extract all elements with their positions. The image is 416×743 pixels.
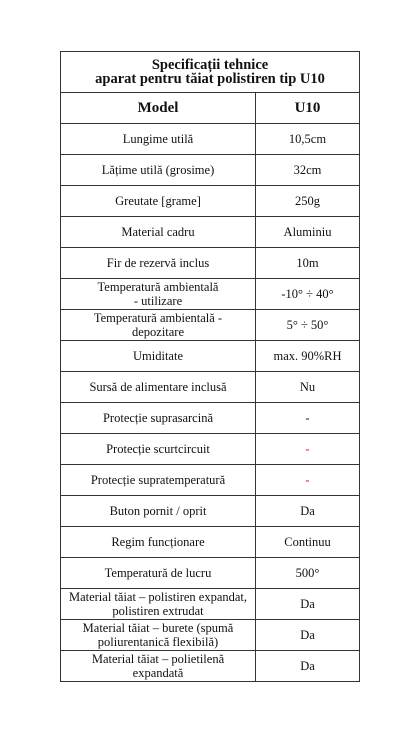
table-row bbox=[61, 372, 360, 403]
param-line1: Material tăiat – burete (spumă bbox=[82, 621, 234, 635]
value-cell: - bbox=[256, 403, 360, 434]
model-header-label: Model bbox=[61, 93, 256, 124]
param-cell bbox=[61, 310, 256, 341]
param-line1: Material tăiat – polietilenă bbox=[91, 652, 225, 666]
table-title-line2: aparat pentru tăiat polistiren tip U10 bbox=[95, 71, 325, 87]
value-cell: Da bbox=[256, 496, 360, 527]
value-cell: 10m bbox=[256, 248, 360, 279]
param-cell: Buton pornit / oprit bbox=[61, 496, 256, 527]
param-cell: Protecție supratemperatură bbox=[61, 465, 256, 496]
value-cell: Aluminiu bbox=[256, 217, 360, 248]
param-cell: Temperatură de lucru bbox=[61, 558, 256, 589]
table-row bbox=[61, 403, 360, 434]
table-row bbox=[61, 124, 360, 155]
table-row bbox=[61, 558, 360, 589]
value-cell: Nu bbox=[256, 372, 360, 403]
table-row bbox=[61, 341, 360, 372]
param-cell: Regim funcționare bbox=[61, 527, 256, 558]
value-cell: Continuu bbox=[256, 527, 360, 558]
param-cell: Protecție scurtcircuit bbox=[61, 434, 256, 465]
param-cell bbox=[61, 651, 256, 682]
table-row bbox=[61, 589, 360, 620]
table-row bbox=[61, 248, 360, 279]
table-row bbox=[61, 279, 360, 310]
table-row bbox=[61, 310, 360, 341]
value-cell: 10,5cm bbox=[256, 124, 360, 155]
param-cell: Greutate [grame] bbox=[61, 186, 256, 217]
param-cell: Umiditate bbox=[61, 341, 256, 372]
param-cell: Material cadru bbox=[61, 217, 256, 248]
table-row bbox=[61, 651, 360, 682]
param-line2: polistiren extrudat bbox=[112, 604, 204, 618]
param-cell bbox=[61, 279, 256, 310]
table-title bbox=[61, 52, 360, 93]
table-row bbox=[61, 155, 360, 186]
value-cell: max. 90%RH bbox=[256, 341, 360, 372]
param-cell: Lungime utilă bbox=[61, 124, 256, 155]
param-cell bbox=[61, 620, 256, 651]
param-line2: - utilizare bbox=[133, 294, 183, 308]
param-cell: Sursă de alimentare inclusă bbox=[61, 372, 256, 403]
table-row bbox=[61, 527, 360, 558]
param-cell bbox=[61, 589, 256, 620]
value-cell: Da bbox=[256, 651, 360, 682]
table-row bbox=[61, 465, 360, 496]
spec-table bbox=[60, 51, 360, 682]
param-line1: Temperatură ambientală - bbox=[93, 311, 223, 325]
value-cell: 500° bbox=[256, 558, 360, 589]
param-cell: Protecție suprasarcină bbox=[61, 403, 256, 434]
value-cell: 5° ÷ 50° bbox=[256, 310, 360, 341]
value-cell: 250g bbox=[256, 186, 360, 217]
value-cell: - bbox=[256, 465, 360, 496]
table-row bbox=[61, 496, 360, 527]
value-cell: 32cm bbox=[256, 155, 360, 186]
param-line2: depozitare bbox=[131, 325, 185, 339]
param-line1: Temperatură ambientală bbox=[97, 280, 219, 294]
table-row bbox=[61, 217, 360, 248]
param-line1: Material tăiat – polistiren expandat, bbox=[68, 590, 248, 604]
model-header-value: U10 bbox=[256, 93, 360, 124]
table-title-line1: Specificații tehnice bbox=[151, 57, 269, 73]
value-cell: - bbox=[256, 434, 360, 465]
value-cell: -10° ÷ 40° bbox=[256, 279, 360, 310]
table-row bbox=[61, 186, 360, 217]
table-row bbox=[61, 620, 360, 651]
param-line2: poliurentanică flexibilă) bbox=[97, 635, 219, 649]
param-cell: Lățime utilă (grosime) bbox=[61, 155, 256, 186]
param-cell: Fir de rezervă inclus bbox=[61, 248, 256, 279]
table-row bbox=[61, 434, 360, 465]
value-cell: Da bbox=[256, 620, 360, 651]
value-cell: Da bbox=[256, 589, 360, 620]
param-line2: expandată bbox=[132, 666, 184, 680]
